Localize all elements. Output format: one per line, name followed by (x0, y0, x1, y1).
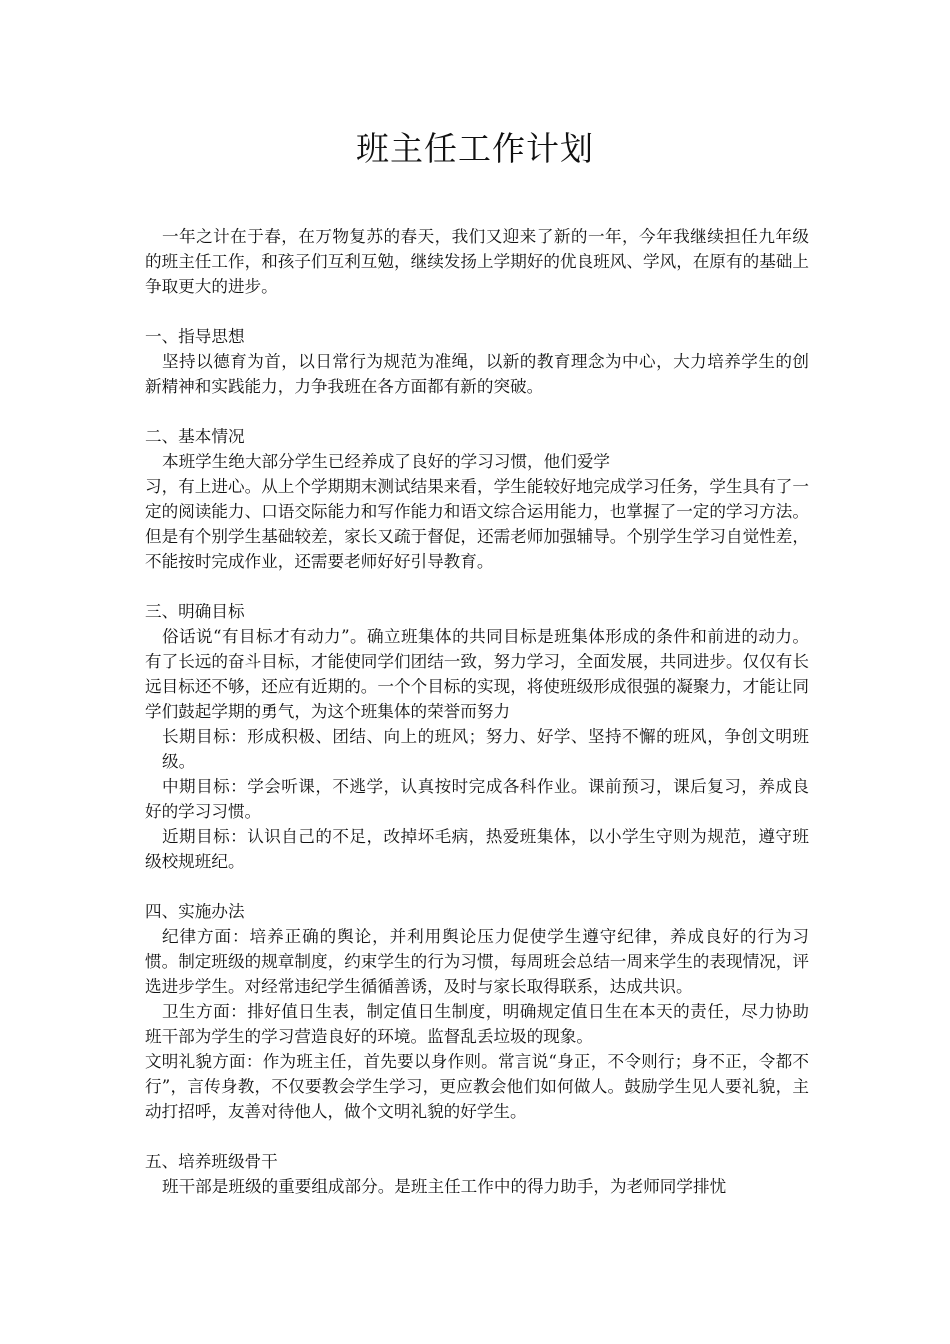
clear-goals-paragraph: 俗话说“有目标才有动力”。确立班集体的共同目标是班集体形成的条件和前进的动力。有了长远的奋斗目标，才能使同学们团结一致，努力学习，全面发展，共同进步。仅仅有长远目标还不够，还应有近期的。一个个目标的实现，将使班级形成很强的凝聚力，才能让同学们鼓起学期的勇气，为这个班集体的荣誉而努力 (145, 627, 809, 721)
section-heading-clear-goals: 三、明确目标 (145, 602, 245, 621)
guiding-ideology-paragraph: 坚持以德育为首，以日常行为规范为准绳，以新的教育理念为中心，大力培养学生的创新精神和实践能力，力争我班在各方面都有新的突破。 (145, 352, 809, 396)
section-heading-class-leaders: 五、培养班级骨干 (145, 1152, 278, 1171)
basic-situation-paragraph-2: 习，有上进心。从上个学期期末测试结果来看，学生能较好地完成学习任务，学生具有了一定的阅读能力、口语交际能力和写作能力和语文综合运用能力，也掌握了一定的学习方法。但是有个别学生基础较差，家长又疏于督促，还需老师加强辅导。个别学生学习自觉性差，不能按时完成作业，还需要老师好好引导教育。 (145, 477, 809, 571)
long-term-goal-paragraph: 长期目标：形成积极、团结、向上的班风；努力、好学、坚持不懈的班风，争创文明班级。 (162, 727, 809, 771)
document-title: 班主任工作计划 (356, 129, 594, 168)
basic-situation-paragraph-1: 本班学生绝大部分学生已经养成了良好的学习习惯，他们爱学 (162, 452, 611, 471)
section-heading-guiding-ideology: 一、指导思想 (145, 327, 245, 346)
section-heading-implementation: 四、实施办法 (145, 902, 245, 921)
discipline-paragraph: 纪律方面：培养正确的舆论，并利用舆论压力促使学生遵守纪律，养成良好的行为习惯。制定班级的规章制度，约束学生的行为习惯，每周班会总结一周来学生的表现情况，评选进步学生。对经常违纪学生循循善诱，及时与家长取得联系，达成共识。 (145, 927, 809, 996)
civility-paragraph: 文明礼貌方面：作为班主任，首先要以身作则。常言说“身正，不令则行；身不正，令都不行”，言传身教，不仅要教会学生学习，更应教会他们如何做人。鼓励学生见人要礼貌，主动打招呼，友善对待他人，做个文明礼貌的好学生。 (145, 1052, 809, 1121)
document-body (145, 224, 809, 1199)
intro-paragraph: 一年之计在于春，在万物复苏的春天，我们又迎来了新的一年，今年我继续担任九年级的班主任工作，和孩子们互利互勉，继续发扬上学期好的优良班风、学风，在原有的基础上争取更大的进步。 (145, 227, 809, 296)
hygiene-paragraph: 卫生方面：排好值日生表，制定值日生制度，明确规定值日生在本天的责任，尽力协助班干部为学生的学习营造良好的环境。监督乱丢垃圾的现象。 (145, 1002, 809, 1046)
medium-term-goal-paragraph: 中期目标：学会听课，不逃学，认真按时完成各科作业。课前预习，课后复习，养成良好的学习习惯。 (145, 777, 809, 821)
short-term-goal-paragraph: 近期目标：认识自己的不足，改掉坏毛病，热爱班集体，以小学生守则为规范，遵守班级校规班纪。 (145, 827, 809, 871)
section-heading-basic-situation: 二、基本情况 (145, 427, 245, 446)
class-leaders-paragraph: 班干部是班级的重要组成部分。是班主任工作中的得力助手，为老师同学排忧 (162, 1177, 727, 1196)
